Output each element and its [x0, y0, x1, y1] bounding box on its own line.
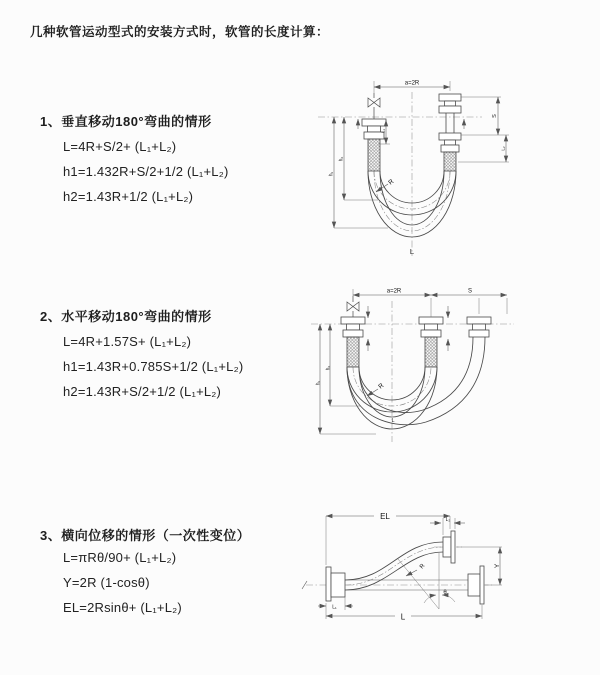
length-label: L [391, 418, 395, 424]
dim-label-h1: h₁ [315, 380, 322, 386]
dim-label-h2: h₂ [325, 365, 332, 371]
dim-label-h2: h₂ [338, 156, 345, 162]
left-flange-fitting [341, 317, 365, 367]
section3-formula-L: L=πRθ/90+ (L₁+L₂) [63, 550, 177, 565]
diagram-horizontal-travel-180-bend [306, 284, 521, 449]
radius-label: R [419, 563, 427, 571]
page-title: 几种软管运动型式的安装方式时，软管的长度计算： [30, 25, 330, 39]
radius-label: R [377, 382, 386, 391]
section2-formula-h1: h1=1.43R+0.785S+1/2 (L₁+L₂) [63, 359, 244, 374]
section2-formula-h2: h2=1.43R+S/2+1/2 (L₁+L₂) [63, 384, 222, 399]
dim-label-l1: L₁ [332, 604, 337, 611]
diagram1-svg [312, 76, 517, 261]
diagram-lateral-offset [296, 503, 508, 653]
valve-icon [368, 93, 380, 119]
middle-flange-fitting [419, 317, 443, 367]
angle-label: θ [443, 590, 447, 596]
dim-label-s: S [467, 288, 473, 295]
dim-label-l2: L₂ [500, 146, 506, 151]
dimension-lines [318, 510, 502, 622]
dim-label-a2r: a=2R [386, 288, 402, 295]
dim-label-y: Y [494, 563, 501, 569]
right-flange-fitting [439, 94, 461, 171]
hose-u-bend [347, 337, 485, 429]
length-label: L [409, 247, 415, 256]
length-label: L [400, 612, 406, 622]
upper-right-flange [443, 531, 455, 563]
dim-label-s: S [492, 114, 498, 118]
section3-formula-EL: EL=2Rsinθ+ (L₁+L₂) [63, 600, 182, 615]
section2-formula-L: L=4R+1.57S+ (L₁+L₂) [63, 334, 192, 349]
diagram2-svg [306, 284, 521, 449]
left-flange-fitting [362, 119, 386, 171]
s-curve-hose [345, 542, 443, 590]
dim-label-h1: h₁ [328, 171, 335, 177]
section1-formula-h1: h1=1.432R+S/2+1/2 (L₁+L₂) [63, 164, 229, 179]
radius-label: R [387, 178, 396, 187]
dim-label-a2r: a=2R [404, 80, 420, 87]
section3-heading: 3、横向位移的情形（一次性变位） [40, 528, 251, 543]
section2-heading: 2、水平移动180°弯曲的情形 [40, 309, 212, 324]
diagram-vertical-travel-180-bend [312, 76, 517, 261]
dim-label-el: EL [380, 512, 390, 521]
section1-formula-h2: h2=1.43R+1/2 (L₁+L₂) [63, 189, 194, 204]
left-flange [326, 567, 345, 601]
lower-right-flange [468, 566, 484, 604]
dimension-lines [334, 81, 509, 228]
right-flange-fitting [467, 317, 491, 337]
centerlines [318, 92, 482, 256]
dim-label-l2: L₂ [445, 517, 451, 523]
section3-formula-Y: Y=2R (1-cosθ) [63, 575, 150, 590]
dim-label-l1: L₁ [380, 128, 386, 134]
section1-formula-L: L=4R+S/2+ (L₁+L₂) [63, 139, 177, 154]
angle-construction [398, 553, 455, 609]
diagram3-svg [296, 503, 508, 653]
section1-heading: 1、垂直移动180°弯曲的情形 [40, 114, 212, 129]
valve-icon [347, 296, 359, 317]
